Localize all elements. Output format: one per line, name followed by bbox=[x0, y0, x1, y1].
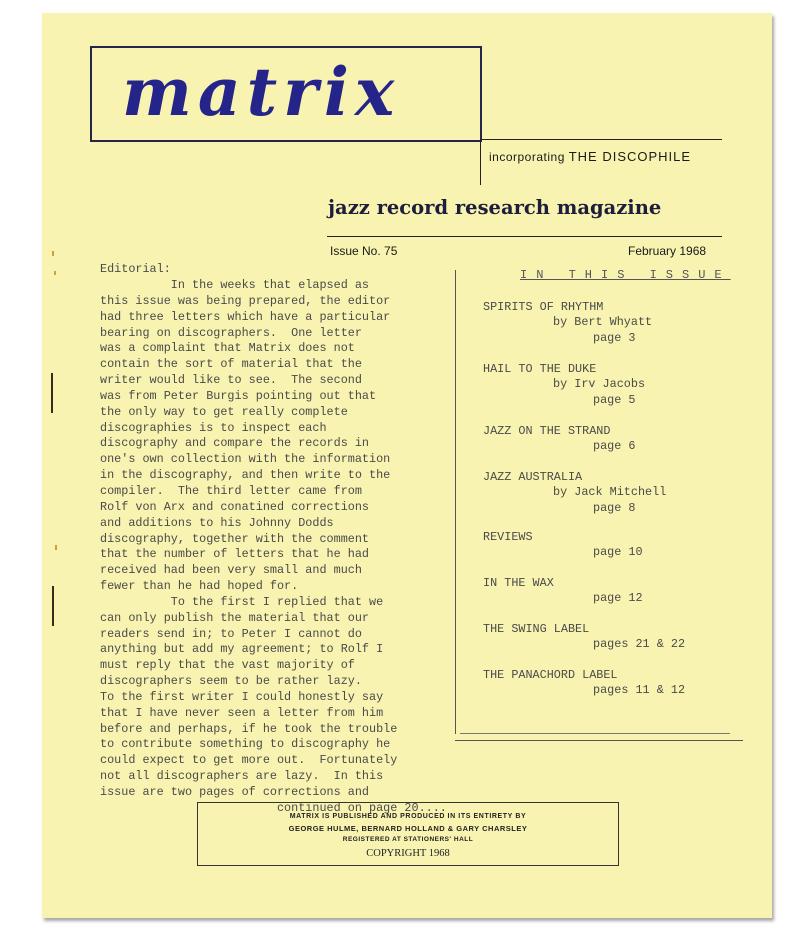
incorporating-name: THE DISCOPHILE bbox=[568, 149, 692, 164]
entry-title: REVIEWS bbox=[483, 530, 533, 544]
entry-page: page 6 bbox=[593, 439, 636, 454]
publisher-box bbox=[197, 802, 619, 866]
entry-title: IN THE WAX bbox=[483, 576, 554, 590]
copyright-line: COPYRIGHT 1968 bbox=[366, 848, 450, 859]
masthead-rule-vertical bbox=[480, 139, 481, 185]
issue-number: Issue No. 75 bbox=[330, 244, 398, 258]
registration-line: REGISTERED AT STATIONERS' HALL bbox=[342, 836, 474, 843]
staple-mark bbox=[55, 545, 57, 550]
masthead-rule bbox=[480, 139, 722, 140]
binding-mark bbox=[52, 586, 54, 626]
entry-author: by Irv Jacobs bbox=[553, 377, 646, 392]
contents-heading: IN THIS ISSUE bbox=[520, 268, 731, 282]
masthead-box bbox=[90, 46, 482, 142]
magazine-subtitle: jazz record research magazine bbox=[328, 196, 662, 219]
issue-date: February 1968 bbox=[628, 244, 707, 258]
contents-entry bbox=[483, 300, 652, 346]
entry-author: by Jack Mitchell bbox=[553, 485, 667, 500]
entry-author: by Bert Whyatt bbox=[553, 315, 653, 330]
contents-entry bbox=[483, 470, 666, 516]
contents-entry bbox=[483, 668, 685, 699]
binding-mark bbox=[51, 373, 53, 413]
staple-mark bbox=[54, 271, 56, 275]
entry-page: page 8 bbox=[593, 500, 636, 515]
incorporating-prefix: incorporating bbox=[489, 150, 565, 164]
contents-border-bottom bbox=[460, 733, 730, 734]
entry-title: JAZZ ON THE STRAND bbox=[483, 424, 611, 438]
entry-page: page 3 bbox=[593, 330, 636, 345]
contents-border-bottom bbox=[455, 740, 743, 741]
entry-title: SPIRITS OF RHYTHM bbox=[483, 300, 604, 314]
incorporating-line bbox=[489, 149, 691, 164]
entry-page: page 5 bbox=[593, 392, 636, 407]
entry-page: pages 11 & 12 bbox=[593, 683, 686, 698]
issue-rule bbox=[327, 236, 722, 237]
contents-entry bbox=[483, 424, 635, 455]
entry-title: THE PANACHORD LABEL bbox=[483, 668, 618, 682]
publisher-names: GEORGE HULME, BERNARD HOLLAND & GARY CHARSLEY bbox=[288, 824, 528, 833]
contents-entry bbox=[483, 362, 645, 408]
contents-entry bbox=[483, 576, 643, 607]
editorial-label: Editorial: bbox=[100, 262, 171, 276]
editorial-body: In the weeks that elapsed as this issue was being prepared, the editor had three letters which have a particular bearing on discographers. One letter was a complaint that Matrix does not contain the sort of material that the writer would like to see. The second was from Peter Burgis pointing out that the only way to get really complete discographies is to inspect each discography and compare the records in one's own collection with the information in the discography, and then write to the compiler. The third letter came from Rolf von Arx and conatined corrections and additions to his Johnny Dodds discography, together with the comment that the number of letters that he had received had been very small and much fewer than he had hoped for. To the first I replied that we can only publish the material that our readers send in; to Peter I cannot do anything but add my agreement; to Rolf I must reply that the vast majority of discographers seem to be rather lazy. To the first writer I could honestly say that I have never seen a letter from him before and perhaps, if he took the trouble to contribute something to discography he could expect to get more out. Fortunately not all discographers are lazy. In this issue are two pages of corrections and continued on page 20.... bbox=[100, 278, 447, 815]
entry-title: HAIL TO THE DUKE bbox=[483, 362, 597, 376]
contents-entry bbox=[483, 622, 685, 653]
entry-title: JAZZ AUSTRALIA bbox=[483, 470, 583, 484]
masthead-title: matrix bbox=[122, 53, 401, 131]
entry-title: THE SWING LABEL bbox=[483, 622, 590, 636]
publisher-line: MATRIX IS PUBLISHED AND PRODUCED IN ITS ENTIRETY BY bbox=[289, 813, 527, 820]
entry-page: page 10 bbox=[593, 545, 643, 560]
entry-page: page 12 bbox=[593, 591, 643, 606]
entry-page: pages 21 & 22 bbox=[593, 637, 686, 652]
staple-mark bbox=[52, 251, 54, 256]
contents-border-left bbox=[455, 270, 456, 734]
contents-entry bbox=[483, 530, 643, 561]
